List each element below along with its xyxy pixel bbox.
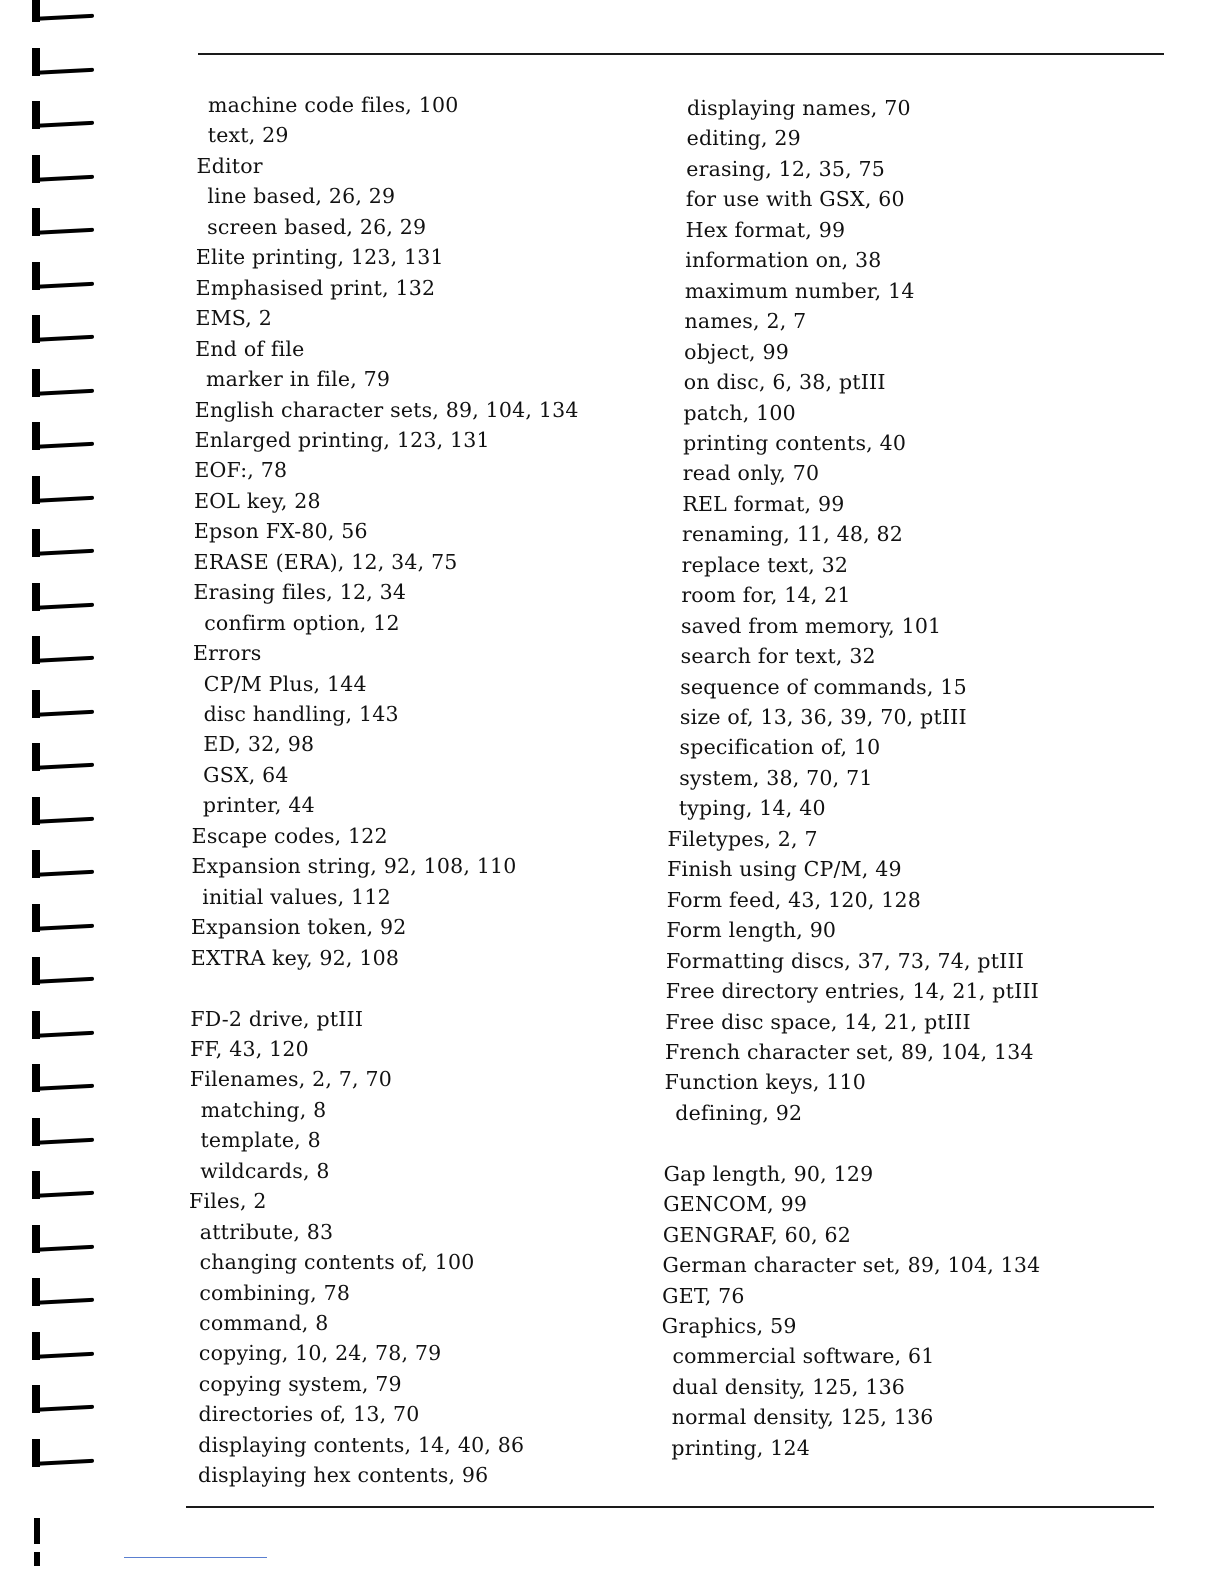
index-entry: sequence of commands, 15 (680, 674, 967, 699)
binding-tab (32, 1064, 102, 1094)
binding-tab (32, 957, 102, 987)
index-entry: EOF:, 78 (194, 458, 288, 483)
index-entry: ERASE (ERA), 12, 34, 75 (193, 549, 458, 574)
index-entry: names, 2, 7 (684, 309, 807, 334)
index-entry: changing contents of, 100 (199, 1250, 475, 1275)
binding-tab (32, 0, 102, 24)
index-entry: printing, 124 (671, 1435, 810, 1460)
index-entry: Filenames, 2, 7, 70 (189, 1067, 392, 1092)
binding-tab (32, 315, 102, 345)
index-entry: line based, 26, 29 (207, 184, 396, 209)
index-entry: information on, 38 (685, 248, 882, 273)
spiral-binding-edge (0, 0, 110, 1584)
binding-stub (34, 1552, 40, 1566)
index-entry: printer, 44 (202, 793, 315, 818)
index-entry: Form length, 90 (666, 918, 837, 943)
index-entry: on disc, 6, 38, ptIII (683, 370, 886, 395)
index-entry: object, 99 (684, 339, 789, 364)
binding-tab (32, 101, 102, 131)
index-entry: Erasing files, 12, 34 (193, 580, 407, 605)
index-entry: GENGRAF, 60, 62 (662, 1222, 852, 1247)
index-entry: ED, 32, 98 (203, 732, 315, 757)
binding-stub (34, 1518, 40, 1544)
index-entry: Form feed, 43, 120, 128 (666, 887, 921, 912)
index-entry: replace text, 32 (681, 552, 849, 577)
binding-tab (32, 1385, 102, 1415)
index-entry: template, 8 (200, 1128, 321, 1153)
index-entry: FF, 43, 120 (190, 1036, 309, 1061)
index-entry: copying, 10, 24, 78, 79 (198, 1341, 442, 1366)
index-entry: Finish using CP/M, 49 (667, 857, 902, 882)
index-entry: disc handling, 143 (203, 702, 399, 726)
index-entry: printing contents, 40 (683, 430, 907, 455)
binding-tab (32, 48, 102, 78)
index-entry: Hex format, 99 (685, 217, 846, 242)
index-entry: Expansion token, 92 (191, 915, 407, 940)
binding-tab (32, 208, 102, 238)
index-entry: displaying hex contents, 96 (198, 1463, 489, 1488)
index-entry: patch, 100 (683, 400, 796, 425)
index-entry: system, 38, 70, 71 (679, 765, 873, 790)
index-entry: marker in file, 79 (206, 367, 391, 392)
binding-tab (32, 1332, 102, 1362)
index-entry: EMS, 2 (195, 306, 272, 331)
index-entry: machine code files, 100 (208, 93, 459, 117)
index-entry: wildcards, 8 (200, 1158, 330, 1183)
index-entry: editing, 29 (686, 126, 801, 151)
index-entry: normal density, 125, 136 (671, 1405, 934, 1430)
index-entry: Free disc space, 14, 21, ptIII (665, 1009, 971, 1034)
binding-tab (32, 1278, 102, 1308)
index-entry: Emphasised print, 132 (195, 275, 436, 300)
index-entry: Editor (196, 153, 263, 178)
index-entry: text, 29 (207, 123, 289, 148)
index-entry: saved from memory, 101 (680, 613, 942, 638)
binding-tab (32, 743, 102, 773)
binding-tab (32, 262, 102, 292)
binding-tab (32, 422, 102, 452)
index-entry: maximum number, 14 (684, 278, 915, 303)
index-entry: French character set, 89, 104, 134 (664, 1039, 1034, 1064)
binding-tab (32, 690, 102, 720)
index-entry: Filetypes, 2, 7 (667, 826, 818, 851)
index-entry: Errors (193, 641, 262, 666)
index-entry: search for text, 32 (680, 644, 876, 669)
binding-tab (32, 369, 102, 399)
index-entry: room for, 14, 21 (681, 583, 851, 608)
index-entry: for use with GSX, 60 (685, 187, 905, 212)
index-entry: renaming, 11, 48, 82 (682, 522, 904, 547)
index-entry: dual density, 125, 136 (672, 1374, 906, 1399)
index-entry: screen based, 26, 29 (207, 214, 427, 239)
index-entry: FD-2 drive, ptIII (190, 1006, 364, 1031)
index-entry: attribute, 83 (199, 1219, 334, 1244)
binding-tab (32, 850, 102, 880)
index-entry: Function keys, 110 (664, 1070, 867, 1095)
index-entry: German character set, 89, 104, 134 (662, 1253, 1041, 1278)
index-entry: End of file (195, 336, 305, 361)
index-entry: defining, 92 (675, 1100, 803, 1125)
index-entry: GENCOM, 99 (663, 1192, 808, 1217)
index-entry: Elite printing, 123, 131 (195, 245, 444, 270)
binding-tab (32, 1118, 102, 1148)
index-entry: read only, 70 (682, 461, 820, 486)
index-entry: Files, 2 (189, 1189, 267, 1214)
index-entry: Graphics, 59 (661, 1314, 797, 1338)
index-entry: Escape codes, 122 (191, 823, 388, 848)
bottom-rule (186, 1506, 1154, 1508)
index-entry: confirm option, 12 (204, 610, 400, 635)
index-entry: EOL key, 28 (194, 488, 321, 513)
index-entry: combining, 78 (199, 1280, 351, 1305)
binding-tab (32, 636, 102, 666)
index-entry: typing, 14, 40 (678, 796, 826, 821)
index-entry: erasing, 12, 35, 75 (686, 156, 885, 181)
index-entry: size of, 13, 36, 39, 70, ptIII (679, 705, 967, 729)
binding-tab (32, 797, 102, 827)
index-entry: matching, 8 (200, 1097, 327, 1122)
top-rule (198, 53, 1164, 55)
index-entry: CP/M Plus, 144 (203, 671, 367, 696)
index-entry: EXTRA key, 92, 108 (190, 945, 400, 970)
index-entry: directories of, 13, 70 (198, 1402, 420, 1427)
index-entry: GSX, 64 (203, 762, 289, 787)
binding-tab (32, 904, 102, 934)
index-entry: Expansion string, 92, 108, 110 (191, 854, 517, 879)
index-entry: initial values, 112 (202, 884, 391, 909)
index-entry: displaying contents, 14, 40, 86 (198, 1432, 525, 1457)
index-entry: specification of, 10 (679, 735, 881, 760)
index-entry: REL format, 99 (682, 491, 845, 516)
index-entry: displaying names, 70 (687, 96, 911, 120)
binding-tab (32, 155, 102, 185)
index-entry: Free directory entries, 14, 21, ptIII (665, 979, 1039, 1004)
index-entry: Epson FX-80, 56 (193, 519, 368, 544)
binding-tab (32, 583, 102, 613)
index-entry: command, 8 (199, 1311, 329, 1335)
index-entry: commercial software, 61 (672, 1344, 935, 1369)
footer-link-line (124, 1557, 267, 1558)
index-entry: English character sets, 89, 104, 134 (194, 397, 579, 422)
index-entry: Gap length, 90, 129 (663, 1161, 874, 1186)
index-entry: Enlarged printing, 123, 131 (194, 427, 490, 452)
index-entry: GET, 76 (662, 1283, 745, 1308)
binding-tab (32, 529, 102, 559)
binding-tab (32, 476, 102, 506)
index-entry: copying system, 79 (198, 1371, 402, 1396)
binding-tab (32, 1171, 102, 1201)
index-entry: Formatting discs, 37, 73, 74, ptIII (666, 948, 1025, 973)
binding-tab (32, 1011, 102, 1041)
binding-tab (32, 1225, 102, 1255)
binding-tab (32, 1439, 102, 1469)
